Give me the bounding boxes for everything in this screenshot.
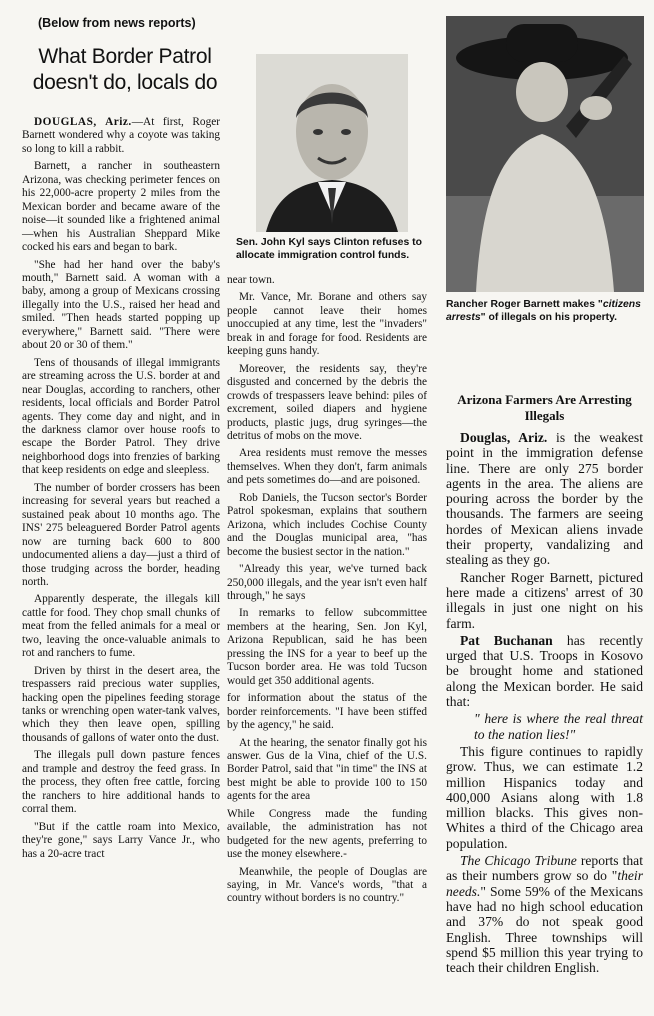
paragraph: At the hearing, the senator finally got his answer. Gus de la Vina, chief of the U.S. Border Patrol, said that "in time" the INS at best might be able to provide 100 to 150 agents for the area (227, 736, 427, 803)
caption-part-c: " of illegals on his property. (480, 312, 618, 323)
paragraph: Barnett, a rancher in southeastern Arizona, was checking perimeter fences on his 22,000-acre property 2 miles from the Mexican border and became aware of the noise—it sounded like a frightened animal—when his Australian Sheppard Mike cocked his ears and began to bark. (22, 160, 220, 254)
paragraph (446, 430, 643, 568)
source-note: (Below from news reports) (38, 16, 196, 30)
paragraph: The illegals pull down pasture fences and trample and destroy the feed grass. In the process, they often free cattle, forcing the ranchers to hire additional hands to corral them. (22, 749, 220, 816)
rancher-photo (446, 16, 644, 292)
paragraph: In remarks to fellow subcommittee members at the hearing, Sen. Jon Kyl, Arizona Republican, said he has been pressing the INS for a year to beef up the Tucson border area. He was told Tucson would get 350 additional agents. (227, 607, 427, 687)
caption-part-a: Rancher Roger Barnett makes " (446, 299, 603, 310)
paragraph (446, 633, 643, 709)
paragraph: While Congress made the funding available, the administration has not budgeted for the new agents, preferring to use the money elsewhere.- (227, 807, 427, 861)
paragraph: Rob Daniels, the Tucson sector's Border Patrol spokesman, explains that southern Arizona, which includes Cochise County and the Douglas municipal area, "has become the busiest sector in the nation." (227, 491, 427, 558)
dateline: DOUGLAS, Ariz. (34, 116, 132, 128)
article-column-2 (227, 274, 427, 910)
headline: What Border Patrol doesn't do, locals do (32, 45, 218, 94)
dateline: Douglas, Ariz. (460, 430, 548, 445)
caption-part-b: citizens arrests (446, 299, 641, 323)
paragraph: "Already this year, we've turned back 250,000 illegals, and the year isn't even half through," he says (227, 563, 427, 602)
rancher-photo-caption (446, 298, 642, 324)
paragraph: for information about the status of the border reinforcements. "I have been stiffed by the agency," he said. (227, 692, 427, 732)
senator-photo (256, 54, 408, 232)
paragraph: Tens of thousands of illegal immigrants are streaming across the U.S. border at and near Douglas, according to ranchers, other residents, local officials and Border Patrol agents. They come day and night, and in the darkness clamor over house roofs to escape the Border Patrol. They drive neighborhood dogs into frenzies of barking that keep residents on edge and sleepless. (22, 356, 220, 477)
sidebar-column (446, 392, 643, 977)
sidebar-subhead: Arizona Farmers Are Arresting Illegals (457, 392, 632, 423)
paragraph (446, 853, 643, 975)
rancher-illustration (446, 16, 644, 292)
paragraph: The number of border crossers has been increasing for several years but reached a sustained peak about 10 months ago. The INS' 275 beleaguered Border Patrol agents now are turning back 600 to 800 undocumented aliens a day—just a third of those trudging across the border, heading north. (22, 481, 220, 588)
publication-name: The Chicago Tribune (460, 853, 577, 869)
paragraph: Apparently desperate, the illegals kill cattle for food. They chop small chunks of meat from the felled animals for a meal or two, leaving the once-valuable animals to rot and ranchers to fume. (22, 593, 220, 660)
italic-phrase: their needs. (446, 868, 643, 899)
paragraph: Driven by thirst in the desert area, the trespassers raid precious water supplies, hacking open the pipelines feeding storage tanks or wrenching open water-tank valves, which they then leave open, spilling thousands of gallons of water onto the dust. (22, 664, 220, 744)
paragraph: This figure continues to rapidly grow. Thus, we can estimate 1.2 million Hispanics today and 400,000 Asians along with 1.8 million blacks. This gives non-Whites a third of the Chicago area population. (446, 743, 643, 851)
paragraph: Mr. Vance, Mr. Borane and others say people cannot leave their homes unoccupied at any time, lest the "invaders" break in and forage for food. Residents are keeping guns handy. (227, 291, 427, 358)
paragraph: Moreover, the residents say, they're disgusted and concerned by the debris the crowds of trespassers leave behind: piles of excrement, soiled diapers and hygiene products, plastic jugs, drug syringes—the detritus of mobs on the move. (227, 362, 427, 442)
paragraph-text: —At first, Roger Barnett wondered why a coyote was taking so long to kill a rabbit. (22, 116, 220, 155)
paragraph-text: reports that as their numbers grow so do " (446, 853, 643, 884)
paragraph (22, 116, 220, 156)
paragraph: Area residents must remove the messes themselves. When they don't, farm animals and pets sometimes do—and are poisoned. (227, 447, 427, 487)
paragraph-text: is the weakest point in the immigration defense line. There are only 275 border agents in the area. The aliens are pouring across the border by the thousands. The farmers are seeing hordes of Mexican aliens invade their property, vandalizing and stealing as they go. (446, 430, 643, 568)
paragraph: Rancher Roger Barnett, pictured here made a citizens' arrest of 30 illegals in just one night on his farm. (446, 569, 643, 631)
article-column-1 (22, 116, 220, 865)
paragraph: near town. (227, 274, 275, 286)
paragraph-text: " Some 59% of the Mexicans have had no high school education and 37% do not speak good English. Three townships will spend $5 million this year trying to teach their children English. (446, 883, 643, 976)
paragraph: Meanwhile, the people of Douglas are saying, in Mr. Vance's words, "that a country without borders is no country." (227, 865, 427, 905)
paragraph: "But if the cattle roam into Mexico, they're gone," says Larry Vance Jr., who has a 20-acre tract (22, 820, 220, 860)
quote: " here is where the real threat to the nation lies!" (474, 711, 643, 742)
paragraph: "She had her hand over the baby's mouth," Barnett said. A woman with a baby, among a group of Mexicans crossing illegally into the U.S., raised her head and smiled. "Then heads started popping up everywhere," Barnett said. "There were about 20 or 30 of them." (22, 258, 220, 352)
paragraph-text: has recently urged that U.S. Troops in Kosovo be brought home and stationed along the Mexican border. He said that: (446, 632, 643, 710)
portrait-illustration (256, 54, 408, 232)
person-name: Pat Buchanan (460, 632, 553, 648)
senator-photo-caption: Sen. John Kyl says Clinton refuses to allocate immigration control funds. (236, 237, 422, 261)
